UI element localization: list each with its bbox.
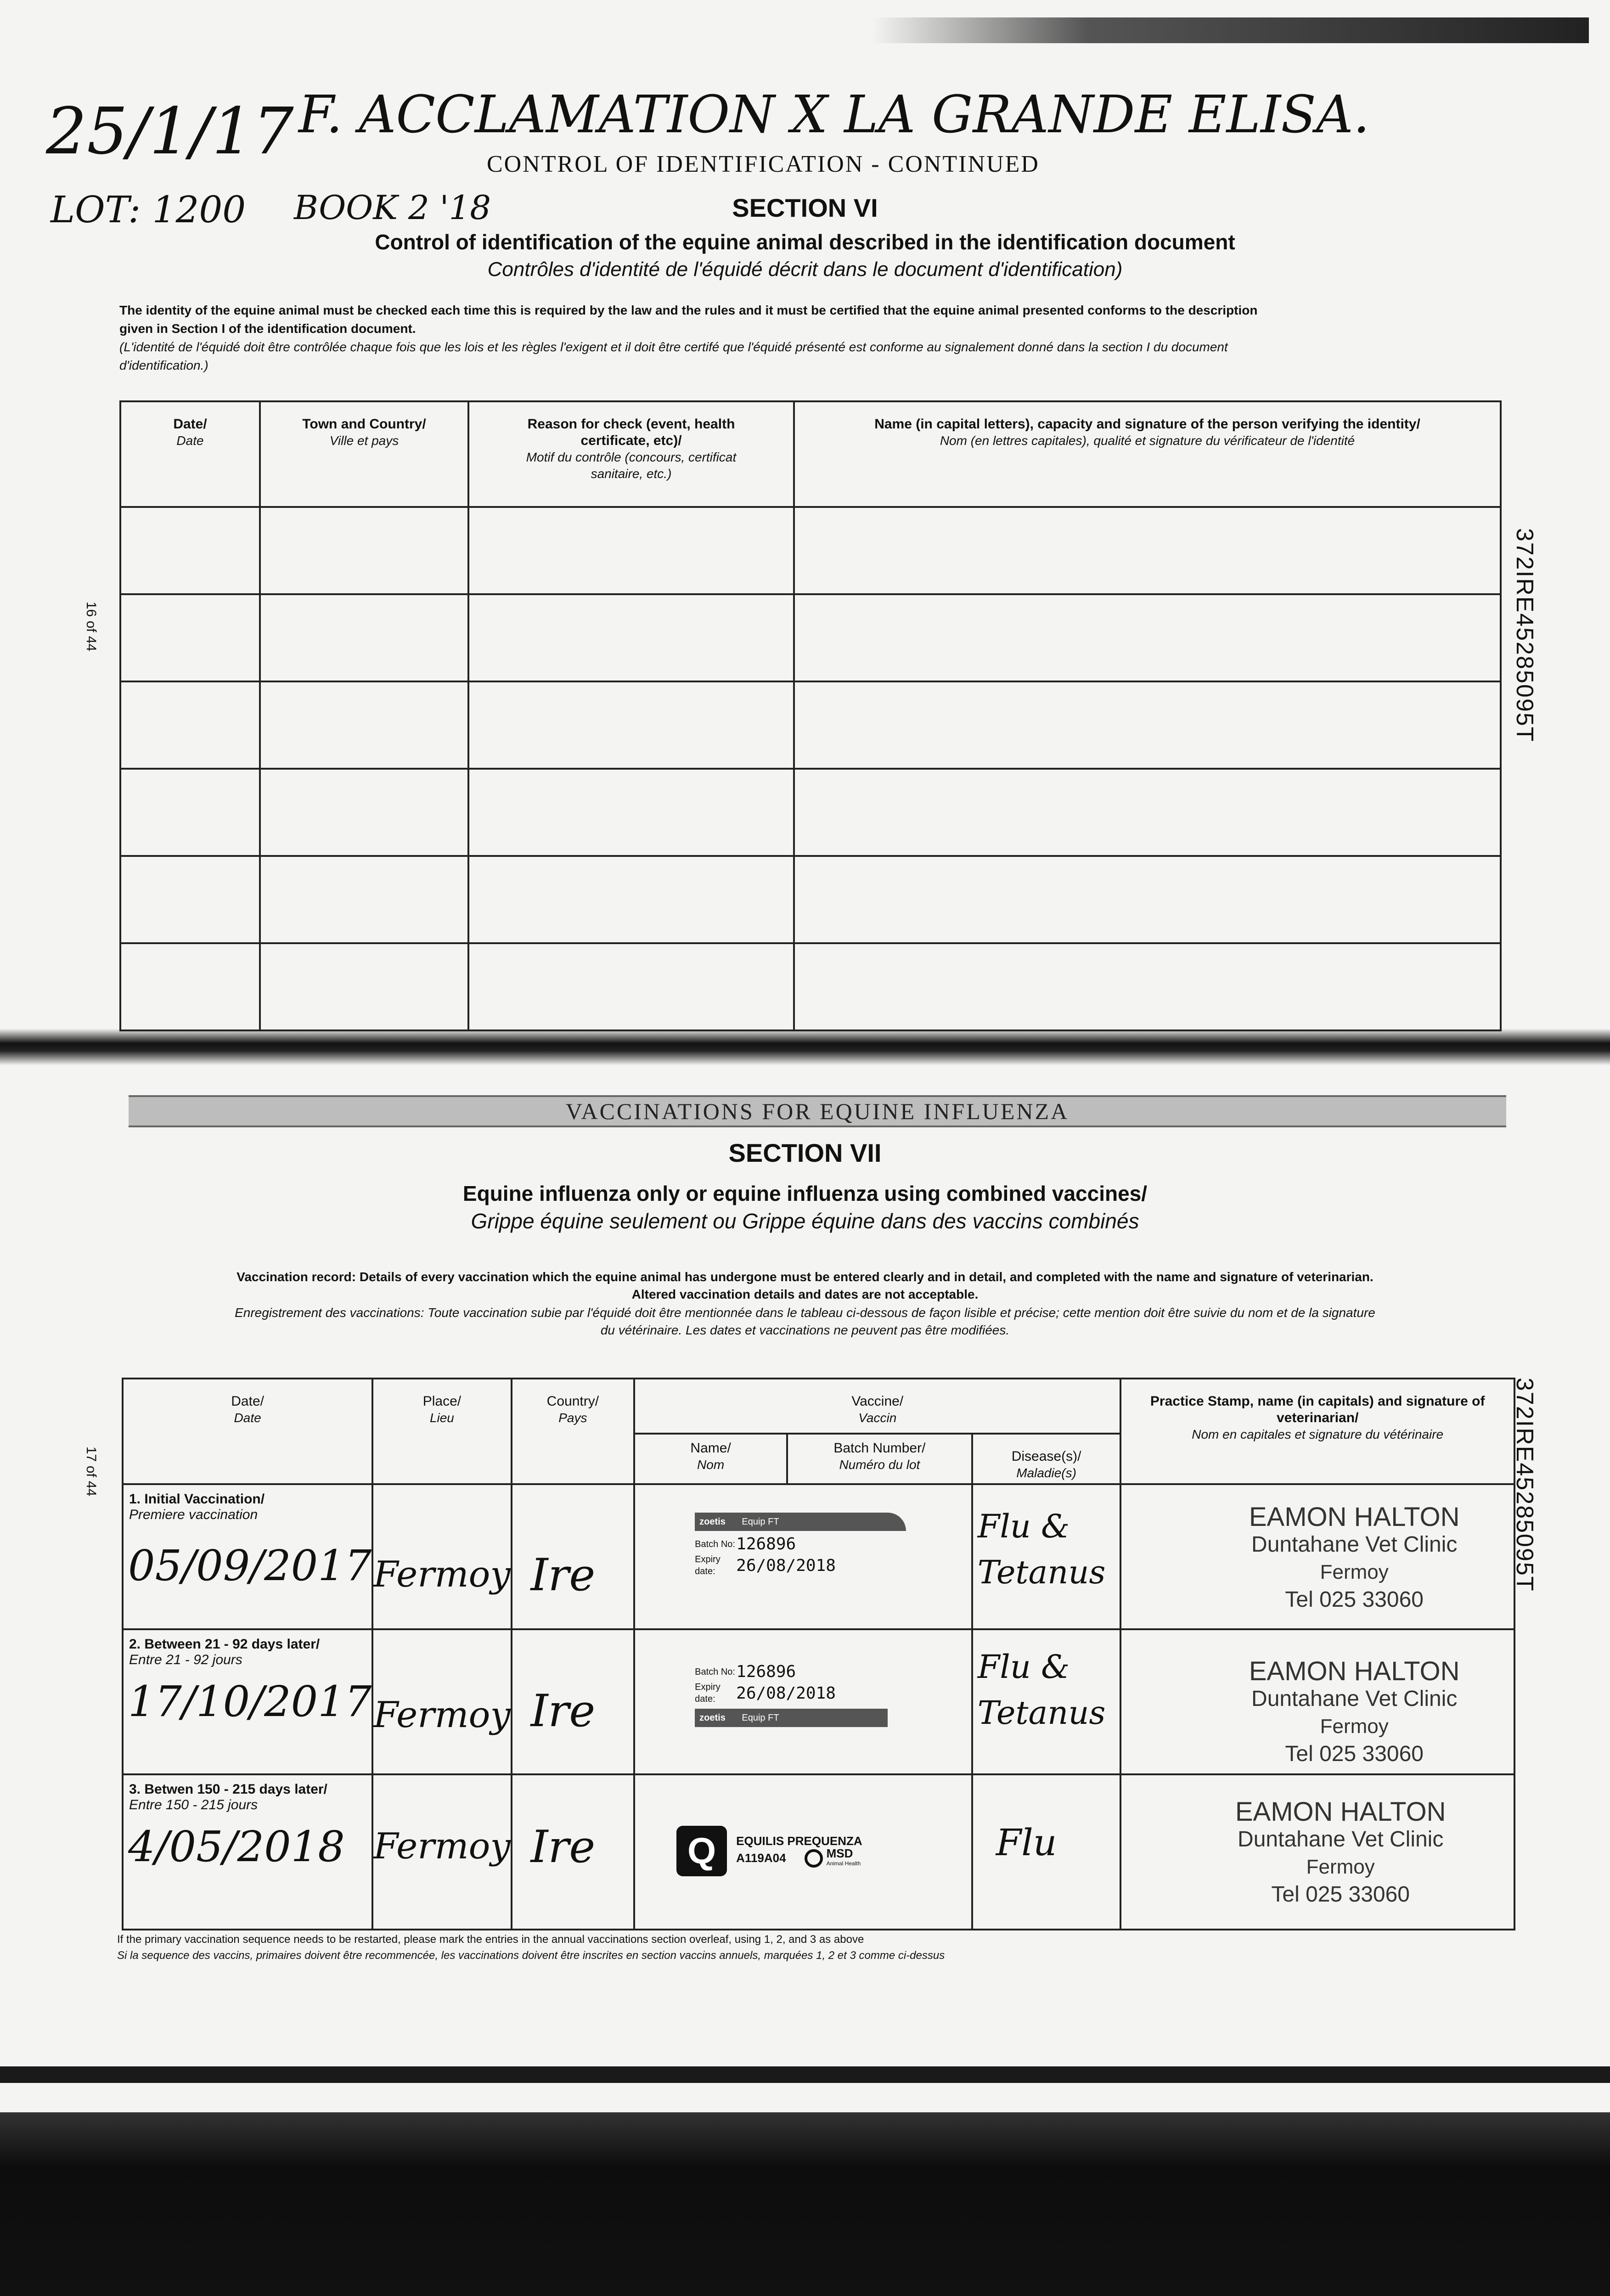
batch-number: 126896 bbox=[736, 1662, 796, 1681]
handwritten-horse: F. ACCLAMATION X LA GRANDE ELISA. bbox=[298, 85, 1370, 145]
vet-stamp-cell bbox=[1120, 1484, 1514, 1629]
record-fr-2: du vétérinaire. Les dates et vaccinations ne peuvent pas être modifiées. bbox=[600, 1323, 1010, 1337]
side-id-top: 372IRE45285095T bbox=[1511, 528, 1538, 743]
vac-col-vaccine: Vaccine/ Vaccin bbox=[634, 1379, 1120, 1434]
vet-stamp-cell bbox=[1120, 1774, 1514, 1930]
scan-band-middle bbox=[0, 1029, 1610, 1065]
scan-band-bottom bbox=[0, 2112, 1610, 2296]
vac-country-cell: Ire bbox=[512, 1774, 635, 1930]
vac-disease-cell: Flu & Tetanus bbox=[972, 1629, 1121, 1774]
vet-stamp-cell bbox=[1120, 1629, 1514, 1774]
vaccine-sticker: Batch No: 126896 Expiry date: 26/08/2018 zoetis Equip FT bbox=[695, 1662, 888, 1727]
col-reason: Reason for check (event, health certificate, etc)/ Motif du contrôle (concours, certificat sanitaire, etc.) bbox=[468, 401, 794, 507]
vaccine-name: Equip FT bbox=[742, 1713, 779, 1723]
vaccine-name: EQUILIS PREQUENZA bbox=[736, 1834, 862, 1848]
section6-intro-fr-1: (L'identité de l'équidé doit être contrôlée chaque fois que les lois et les règles l'exigent et il doit être certifé que l'équidé présenté est conforme au signalement donné dans la section I du document bbox=[119, 340, 1228, 354]
scan-band-top bbox=[873, 17, 1589, 43]
col-date: Date/ Date bbox=[120, 401, 260, 507]
identity-check-table bbox=[119, 400, 1502, 1031]
vac-disease-cell: Flu & Tetanus bbox=[972, 1484, 1121, 1629]
record-line-1: Vaccination record: Details of every vaccination which the equine animal has undergone must be entered clearly and in detail, and completed with the name and signature of veterinarian. bbox=[236, 1270, 1374, 1284]
vac-col-stamp: Practice Stamp, name (in capitals) and signature of veterinarian/ Nom en capitales et signature du vétérinaire bbox=[1120, 1379, 1514, 1484]
table-row bbox=[123, 1629, 1514, 1774]
section7-subtitle-fr: Grippe équine seulement ou Grippe équine dans des vaccins combinés bbox=[471, 1209, 1139, 1233]
expiry-date: 26/08/2018 bbox=[736, 1556, 836, 1575]
q-logo-icon: Q bbox=[676, 1826, 727, 1876]
section6-subtitle-fr: Contrôles d'identité de l'équidé décrit dans le document d'identification) bbox=[487, 258, 1123, 281]
handwritten-book: BOOK 2 '18 bbox=[294, 188, 491, 227]
vac-date-cell: 3. Betwen 150 - 215 days later/ Entre 150 - 215 jours 4/05/2018 bbox=[123, 1774, 372, 1930]
table-row bbox=[120, 769, 1501, 856]
handwritten-lot: LOT: 1200 bbox=[51, 188, 246, 231]
table-row bbox=[120, 594, 1501, 681]
page-number-17: 17 of 44 bbox=[84, 1446, 99, 1497]
vac-place-cell: Fermoy bbox=[372, 1484, 511, 1629]
section6-intro-fr-2: d'identification.) bbox=[119, 358, 208, 372]
footnote-1: If the primary vaccination sequence needs to be restarted, please mark the entries in the annual vaccinations section overleaf, using 1, 2, and 3 as above bbox=[117, 1933, 864, 1946]
top-banner: CONTROL OF IDENTIFICATION - CONTINUED bbox=[487, 151, 1040, 177]
record-line-2: Altered vaccination details and dates are not acceptable. bbox=[631, 1287, 979, 1301]
vet-stamp: EAMON HALTON Duntahane Vet Clinic Fermoy Tel 025 33060 bbox=[1249, 1502, 1460, 1612]
vac-place-cell: Fermoy bbox=[372, 1629, 511, 1774]
vaccine-brand: zoetis bbox=[699, 1713, 726, 1723]
scan-band-bottom-thin bbox=[0, 2066, 1610, 2083]
vac-col-batch: Batch Number/ Numéro du lot bbox=[787, 1434, 972, 1484]
page-number-16: 16 of 44 bbox=[84, 602, 99, 652]
msd-logo-icon bbox=[805, 1849, 823, 1868]
col-verifier: Name (in capital letters), capacity and signature of the person verifying the identity/ Nom (en lettres capitales), qualité et signature du vérificateur de l'identité bbox=[794, 401, 1501, 507]
vaccine-maker-sub: Animal Health bbox=[826, 1860, 861, 1867]
vaccine-maker: MSD bbox=[826, 1846, 853, 1860]
record-fr-1: Enregistrement des vaccinations: Toute vaccination subie par l'équidé doit être mentionnée dans le tableau ci-dessous de façon lisible et précise; cette mention doit être suivie du nom et de la signature bbox=[235, 1306, 1375, 1320]
vac-date-cell: 1. Initial Vaccination/ Premiere vaccination 05/09/2017 bbox=[123, 1484, 372, 1629]
batch-number: 126896 bbox=[736, 1535, 796, 1553]
vac-col-name: Name/ Nom bbox=[634, 1434, 787, 1484]
vac-country-cell: Ire bbox=[512, 1484, 635, 1629]
vaccine-sticker-cell bbox=[634, 1629, 972, 1774]
vac-date-cell: 2. Between 21 - 92 days later/ Entre 21 - 92 jours 17/10/2017 bbox=[123, 1629, 372, 1774]
vac-col-country: Country/ Pays bbox=[512, 1379, 635, 1484]
section7-subtitle: Equine influenza only or equine influenza using combined vaccines/ bbox=[462, 1182, 1148, 1205]
col-town: Town and Country/ Ville et pays bbox=[260, 401, 468, 507]
section6-title: SECTION VI bbox=[732, 193, 878, 222]
side-id-bottom: 372IRE45285095T bbox=[1511, 1378, 1538, 1592]
vac-col-place: Place/ Lieu bbox=[372, 1379, 511, 1484]
vaccine-sticker-cell bbox=[634, 1774, 972, 1930]
section6-subtitle: Control of identification of the equine animal described in the identification document bbox=[375, 230, 1235, 254]
table-row bbox=[120, 943, 1501, 1030]
section7-title: SECTION VII bbox=[728, 1138, 882, 1167]
vac-col-disease: Disease(s)/ Maladie(s) bbox=[972, 1434, 1121, 1484]
table-row bbox=[120, 856, 1501, 943]
vet-stamp: EAMON HALTON Duntahane Vet Clinic Fermoy Tel 025 33060 bbox=[1235, 1797, 1446, 1907]
section6-intro-1: The identity of the equine animal must be checked each time this is required by the law and the rules and it must be certified that the equine animal presented conforms to the description bbox=[119, 303, 1258, 317]
vac-country-cell: Ire bbox=[512, 1629, 635, 1774]
vaccine-sticker: zoetis Equip FT Batch No: 126896 Expiry date: 26/08/2018 bbox=[695, 1513, 906, 1577]
vaccine-brand: zoetis bbox=[699, 1517, 726, 1527]
batch-number: A119A04 bbox=[736, 1851, 786, 1865]
vac-disease-cell: Flu bbox=[972, 1774, 1121, 1930]
expiry-date: 26/08/2018 bbox=[736, 1683, 836, 1703]
vaccinations-banner: VACCINATIONS FOR EQUINE INFLUENZA bbox=[129, 1095, 1506, 1127]
vaccine-sticker-cell bbox=[634, 1484, 972, 1629]
vac-place-cell: Fermoy bbox=[372, 1774, 511, 1930]
vac-col-date: Date/ Date bbox=[123, 1379, 372, 1484]
table-row bbox=[123, 1774, 1514, 1930]
vet-stamp: EAMON HALTON Duntahane Vet Clinic Fermoy Tel 025 33060 bbox=[1249, 1656, 1460, 1766]
vaccine-sticker bbox=[676, 1826, 971, 1876]
vaccination-table bbox=[122, 1378, 1515, 1930]
vaccine-name: Equip FT bbox=[742, 1517, 779, 1527]
handwritten-date: 25/1/17 bbox=[46, 94, 294, 169]
section6-intro-2: given in Section I of the identification document. bbox=[119, 321, 416, 336]
table-row bbox=[123, 1484, 1514, 1629]
footnote-2: Si la sequence des vaccins, primaires doivent être recommencée, les vaccinations doivent être inscrites en section vaccins annuels, marquées 1, 2 et 3 comme ci-dessus bbox=[117, 1949, 945, 1962]
table-row bbox=[120, 507, 1501, 594]
table-row bbox=[120, 681, 1501, 769]
